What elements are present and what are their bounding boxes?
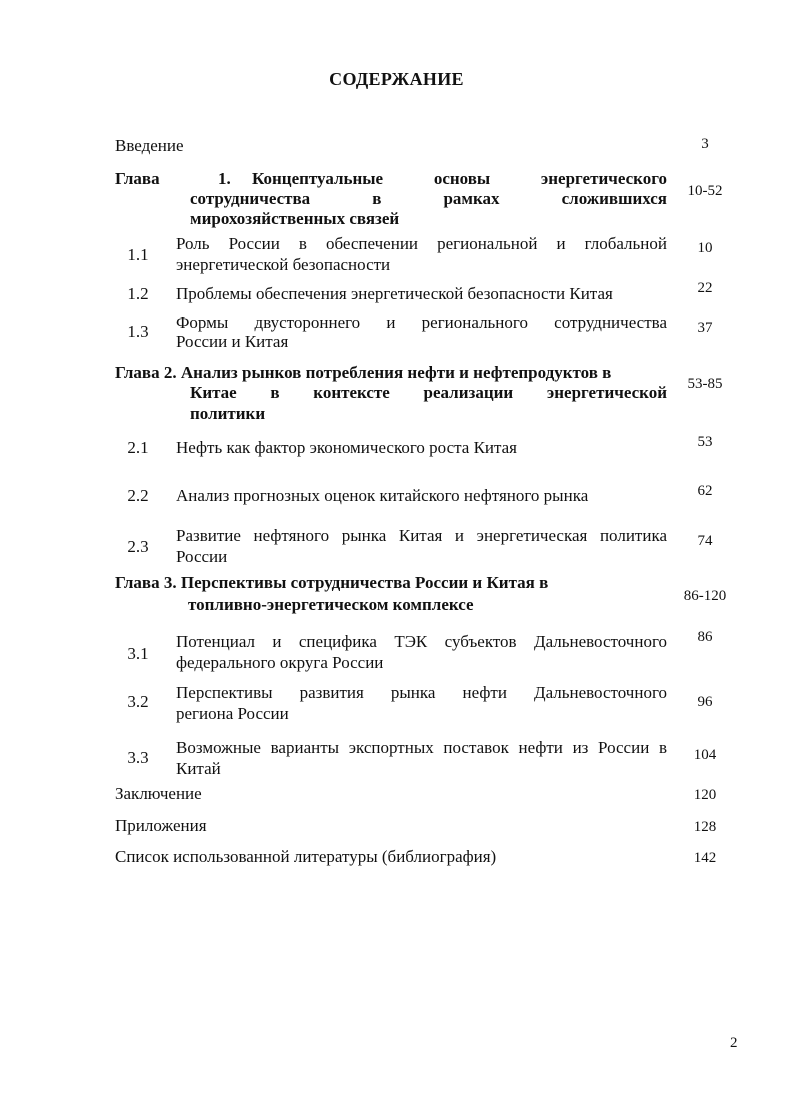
section-1-3-line2: России и Китая — [176, 332, 289, 351]
section-2-3-line1: Развитие нефтяного рынка Китая и энергетическая политика — [176, 526, 667, 545]
chapter1-title-line3: мирохозяйственных связей — [190, 209, 400, 228]
toc-intro-page: 3 — [701, 136, 709, 152]
chapter1-title-line2: сотрудничества в рамках сложившихся — [190, 189, 667, 208]
section-2-1-page: 53 — [697, 434, 713, 450]
section-2-3-page: 74 — [697, 533, 713, 549]
section-3-2-number: 3.2 — [127, 692, 149, 711]
section-2-1-number: 2.1 — [127, 438, 149, 457]
section-3-1-line1: Потенциал и специфика ТЭК субъектов Дальневосточного — [176, 632, 667, 651]
toc-appendices-label: Приложения — [115, 816, 207, 835]
section-2-2-line1: Анализ прогнозных оценок китайского нефтяного рынка — [176, 486, 589, 505]
toc-conclusion-page: 120 — [693, 787, 717, 803]
chapter2-title-line1: Глава 2. Анализ рынков потребления нефти и нефтепродуктов в — [115, 363, 612, 382]
section-1-1-number: 1.1 — [127, 245, 149, 264]
chapter2-pages: 53-85 — [687, 376, 723, 392]
section-2-2-page: 62 — [697, 483, 713, 499]
chapter1-word: Глава — [115, 169, 160, 188]
section-1-2-page: 22 — [697, 280, 713, 296]
section-1-1-line2: энергетической безопасности — [176, 255, 391, 274]
section-1-3-page: 37 — [697, 320, 713, 336]
chapter1-title-line1: Концептуальные основы энергетического — [252, 169, 667, 188]
page-title: СОДЕРЖАНИЕ — [329, 69, 464, 89]
section-3-1-page: 86 — [697, 629, 713, 645]
section-1-3-number: 1.3 — [127, 322, 149, 341]
chapter1-pages: 10-52 — [687, 183, 723, 199]
section-3-3-line2: Китай — [176, 759, 221, 778]
chapter3-title-line1: Глава 3. Перспективы сотрудничества России и Китая в — [115, 573, 549, 592]
page-number: 2 — [730, 1035, 738, 1051]
toc-appendices-page: 128 — [693, 819, 717, 835]
section-3-3-line1: Возможные варианты экспортных поставок нефти из России в — [176, 738, 667, 757]
section-1-3-line1: Формы двустороннего и регионального сотрудничества — [176, 313, 667, 332]
section-3-3-number: 3.3 — [127, 748, 149, 767]
section-1-1-page: 10 — [697, 240, 713, 256]
chapter1-number: 1. — [218, 169, 231, 188]
toc-bibliography-page: 142 — [693, 850, 717, 866]
toc-intro-label: Введение — [115, 136, 184, 155]
chapter3-title-line2: топливно-энергетическом комплексе — [188, 595, 474, 614]
section-3-3-page: 104 — [693, 747, 717, 763]
section-2-3-number: 2.3 — [127, 537, 149, 556]
chapter2-title-line3: политики — [190, 404, 266, 423]
section-2-2-number: 2.2 — [127, 486, 149, 505]
toc-bibliography-label: Список использованной литературы (библиография) — [115, 847, 497, 866]
section-1-2-line1: Проблемы обеспечения энергетической безопасности Китая — [176, 284, 613, 303]
section-2-1-line1: Нефть как фактор экономического роста Китая — [176, 438, 518, 457]
section-3-2-line1: Перспективы развития рынка нефти Дальневосточного — [176, 683, 667, 702]
section-2-3-line2: России — [176, 547, 228, 566]
section-3-2-line2: региона России — [176, 704, 289, 723]
section-3-1-number: 3.1 — [127, 644, 149, 663]
chapter3-pages: 86-120 — [683, 588, 727, 604]
section-1-2-number: 1.2 — [127, 284, 149, 303]
chapter2-title-line2: Китае в контексте реализации энергетической — [190, 383, 667, 402]
toc-conclusion-label: Заключение — [115, 784, 202, 803]
section-1-1-line1: Роль России в обеспечении региональной и глобальной — [176, 234, 667, 253]
section-3-2-page: 96 — [697, 694, 713, 710]
section-3-1-line2: федерального округа России — [176, 653, 384, 672]
